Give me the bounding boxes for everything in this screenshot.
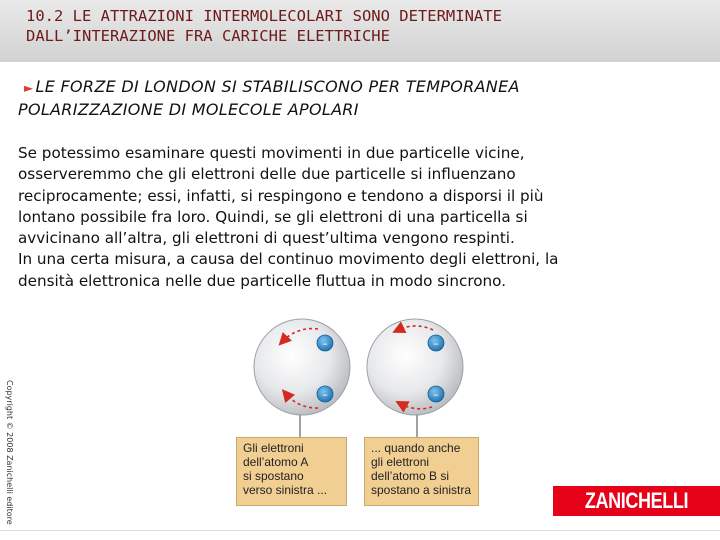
body-line: avvicinano all’altra, gli elettroni di quest’ultima vengono respinti. (18, 229, 515, 248)
svg-text:–: – (433, 337, 439, 350)
caption-line: gli elettroni (371, 455, 430, 469)
atom-a (254, 319, 350, 415)
body-line: Se potessimo esaminare questi movimenti in due particelle vicine, (18, 144, 525, 162)
caption-atom-a (236, 437, 347, 506)
caption-line: Gli elettroni (243, 441, 304, 455)
body-line: osserveremmo che gli elettroni delle due particelle si influenzano (18, 165, 516, 184)
caption-line: dell’atomo B si (371, 469, 450, 483)
publisher-logo (553, 486, 720, 516)
section-heading-line2: POLARIZZAZIONE DI MOLECOLE APOLARI (18, 100, 359, 119)
svg-text:–: – (322, 337, 328, 350)
body-line: In una certa misura, a causa del continuo movimento degli elettroni, la (18, 250, 559, 269)
svg-text:–: – (322, 388, 328, 401)
publisher-logo-text: ZANICHELLI (584, 488, 689, 513)
electron-icon (317, 386, 333, 402)
bullet-arrow-icon: ► (24, 81, 34, 95)
caption-line: verso sinistra ... (243, 483, 328, 497)
copyright-notice: Copyright © 2008 Zanichelli editore (5, 380, 14, 525)
page-title-line2: DALL’INTERAZIONE FRA CARICHE ELETTRICHE (26, 27, 390, 45)
footer-divider (0, 530, 720, 531)
caption-line: ... quando anche (371, 441, 461, 455)
body-line: densità elettronica nelle due particelle fluttua in modo sincrono. (18, 271, 507, 290)
caption-line: si spostano (243, 469, 304, 483)
svg-text:–: – (433, 388, 439, 401)
body-line: reciprocamente; essi, infatti, si respingono e tendono a disporsi il più (18, 186, 544, 205)
electron-icon (317, 335, 333, 351)
caption-line: spostano a sinistra (371, 483, 472, 497)
atom-b (367, 319, 463, 415)
caption-atom-b (364, 437, 479, 506)
electron-icon (428, 386, 444, 402)
electron-icon (428, 335, 444, 351)
caption-line: dell’atomo A (243, 455, 309, 469)
body-line: lontano possibile fra loro. Quindi, se gli elettroni di una particella si (18, 207, 528, 226)
section-heading-line1: LE FORZE DI LONDON SI STABILISCONO PER TEMPORANEA (35, 77, 520, 96)
page-title-line1: 10.2 LE ATTRAZIONI INTERMOLECOLARI SONO DETERMINATE (26, 7, 502, 25)
